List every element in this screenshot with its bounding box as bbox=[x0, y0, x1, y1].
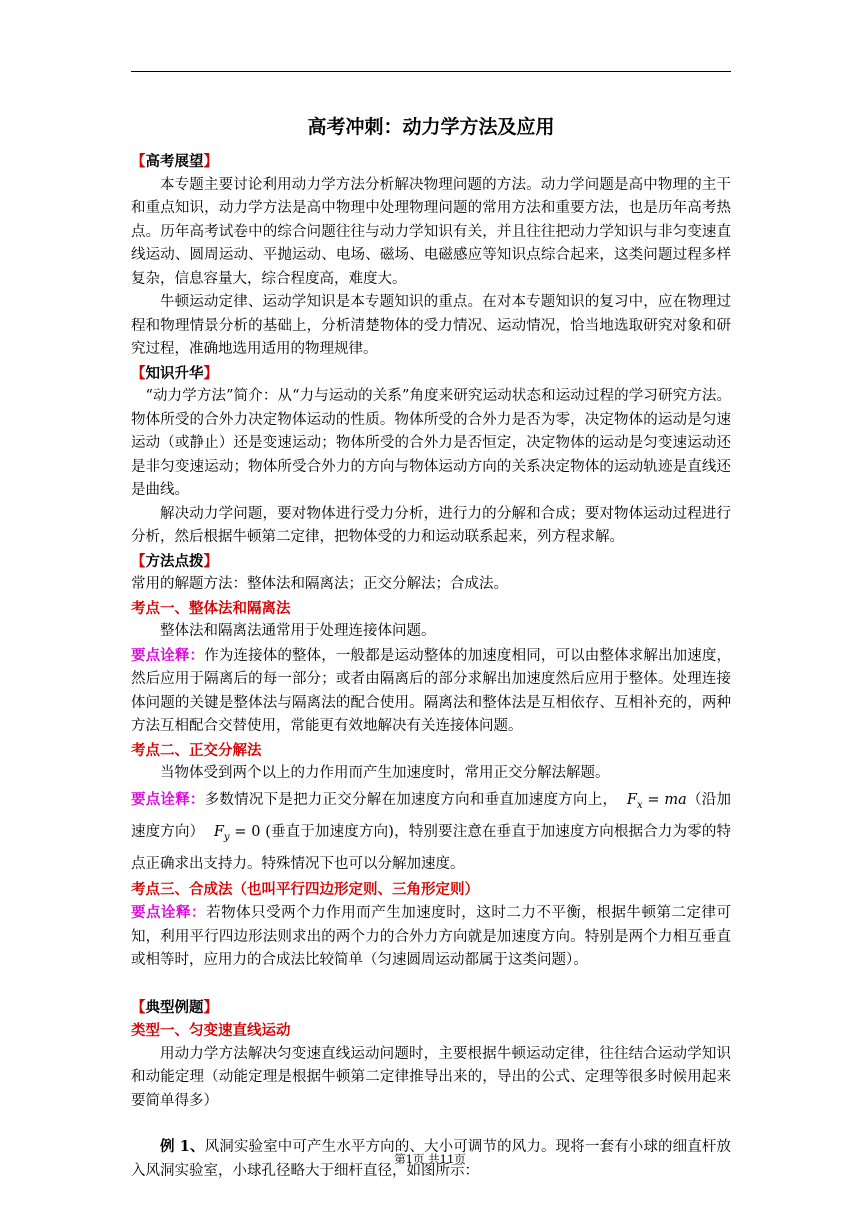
type-1-text: 用动力学方法解决匀变速直线运动问题时，主要根据牛顿运动定律，往往结合运动学知识和动能定理（动能定理是根据牛顿第二定律推导出来的，导出的公式、定理等很多时候用起来要简单得多） bbox=[131, 1045, 731, 1109]
knowledge-paragraph-2: 解决动力学问题，要对物体进行受力分析，进行力的分解和合成；要对物体运动过程进行分析，然后根据牛顿第二定律，把物体受的力和运动联系起来，列方程求解。 bbox=[131, 505, 731, 545]
example-1: 例 1、风洞实验室中可产生水平方向的、大小可调节的风力。现将一套有小球的细直杆放入风洞实验室，小球孔径略大于细杆直径，如图所示： bbox=[131, 1138, 731, 1179]
section-heading-examples: 【典型例题】 bbox=[131, 998, 218, 1016]
keypoint-1-text: 整体法和隔离法通常用于处理连接体问题。 bbox=[160, 623, 436, 639]
keypoint-2-note: 要点诠释：多数情况下是把力正交分解在加速度方向和垂直加速度方向上， $F_x = ma$（沿加速度方向） $F_y = 0$ (垂直于加速度方向)，特别要注意在垂直于加速度方向根据合力为零的特点正确求出支持力。特殊情况下也可以分解加速度。 bbox=[131, 790, 732, 872]
page-title: 高考冲刺：动力学方法及应用 bbox=[307, 116, 555, 138]
outlook-paragraph-2: 牛顿运动定律、运动学知识是本专题知识的重点。在对本专题知识的复习中，应在物理过程和物理情景分析的基础上，分析清楚物体的受力情况、运动情况，恰当地选取研究对象和研究过程，准确地选用适用的物理规律。 bbox=[131, 294, 731, 357]
keypoint-1-note: 要点诠释：作为连接体的整体，一般都是运动整体的加速度相同，可以由整体求解出加速度，然后应用于隔离后的每一部分；或者由隔离后的部分求解出加速度然后应用于整体。处理连接体问题的关键是整体法与隔离法的配合使用。隔离法和整体法是互相依存、互相补充的，两种方法互相配合交替使用，常能更有效地解决有关连接体问题。 bbox=[131, 646, 731, 734]
equation-fy: $F_y = 0$ bbox=[213, 823, 261, 843]
knowledge-paragraph-1: “动力学方法”简介：从“力与运动的关系”角度来研究运动状态和运动过程的学习研究方法。物体所受的合外力决定物体运动的性质。物体所受的合外力是否为零，决定物体的运动是匀速运动（或静止）还是变速运动；物体所受的合外力是否恒定，决定物体的运动是匀变速运动还是非匀变速运动；物体所受合外力的方向与物体运动方向的关系决定物体的运动轨迹是直线还是曲线。 bbox=[131, 388, 731, 498]
keypoint-2-title: 考点二、正交分解法 bbox=[131, 741, 262, 759]
header-rule bbox=[131, 71, 731, 72]
document-body bbox=[131, 112, 731, 1183]
section-heading-methods: 【方法点拨】 bbox=[131, 552, 218, 570]
equation-fx: $F_x$ = ma bbox=[626, 791, 687, 811]
example-1-label: 例 1、 bbox=[160, 1138, 205, 1155]
note-label: 要点诠释： bbox=[131, 646, 205, 664]
keypoint-2-text: 当物体受到两个以上的力作用而产生加速度时，常用正交分解法解题。 bbox=[160, 765, 610, 781]
type-1-title: 类型一、匀变速直线运动 bbox=[131, 1022, 291, 1039]
keypoint-1-title: 考点一、整体法和隔离法 bbox=[131, 599, 291, 617]
keypoint-3-title: 考点三、合成法（也叫平行四边形定则、三角形定则） bbox=[131, 880, 479, 898]
outlook-paragraph-1: 本专题主要讨论利用动力学方法分析解决物理问题的方法。动力学问题是高中物理的主干和重点知识，动力学方法是高中物理中处理物理问题的常用方法和重要方法，也是历年高考热点。历年高考试卷中的综合问题往往与动力学知识有关，并且往往把动力学知识与非匀变速直线运动、圆周运动、平抛运动、电场、磁场、电磁感应等知识点综合起来，这类问题过程多样复杂，信息容量大，综合程度高，难度大。 bbox=[131, 176, 731, 287]
methods-intro: 常用的解题方法：整体法和隔离法；正交分解法；合成法。 bbox=[131, 576, 508, 592]
page-footer: 第1页 共11页 bbox=[394, 1152, 466, 1166]
note-label: 要点诠释： bbox=[131, 904, 207, 921]
section-heading-outlook: 【高考展望】 bbox=[131, 153, 218, 170]
note-label: 要点诠释： bbox=[131, 790, 205, 808]
section-heading-knowledge: 【知识升华】 bbox=[131, 364, 218, 382]
keypoint-3-note: 要点诠释：若物体只受两个力作用而产生加速度时，这时二力不平衡，根据牛顿第二定律可知，利用平行四边形法则求出的两个力的合外力方向就是加速度方向。特别是两个力相互垂直或相等时，应用力的合成法比较简单（匀速圆周运动都属于这类问题）。 bbox=[131, 904, 732, 968]
